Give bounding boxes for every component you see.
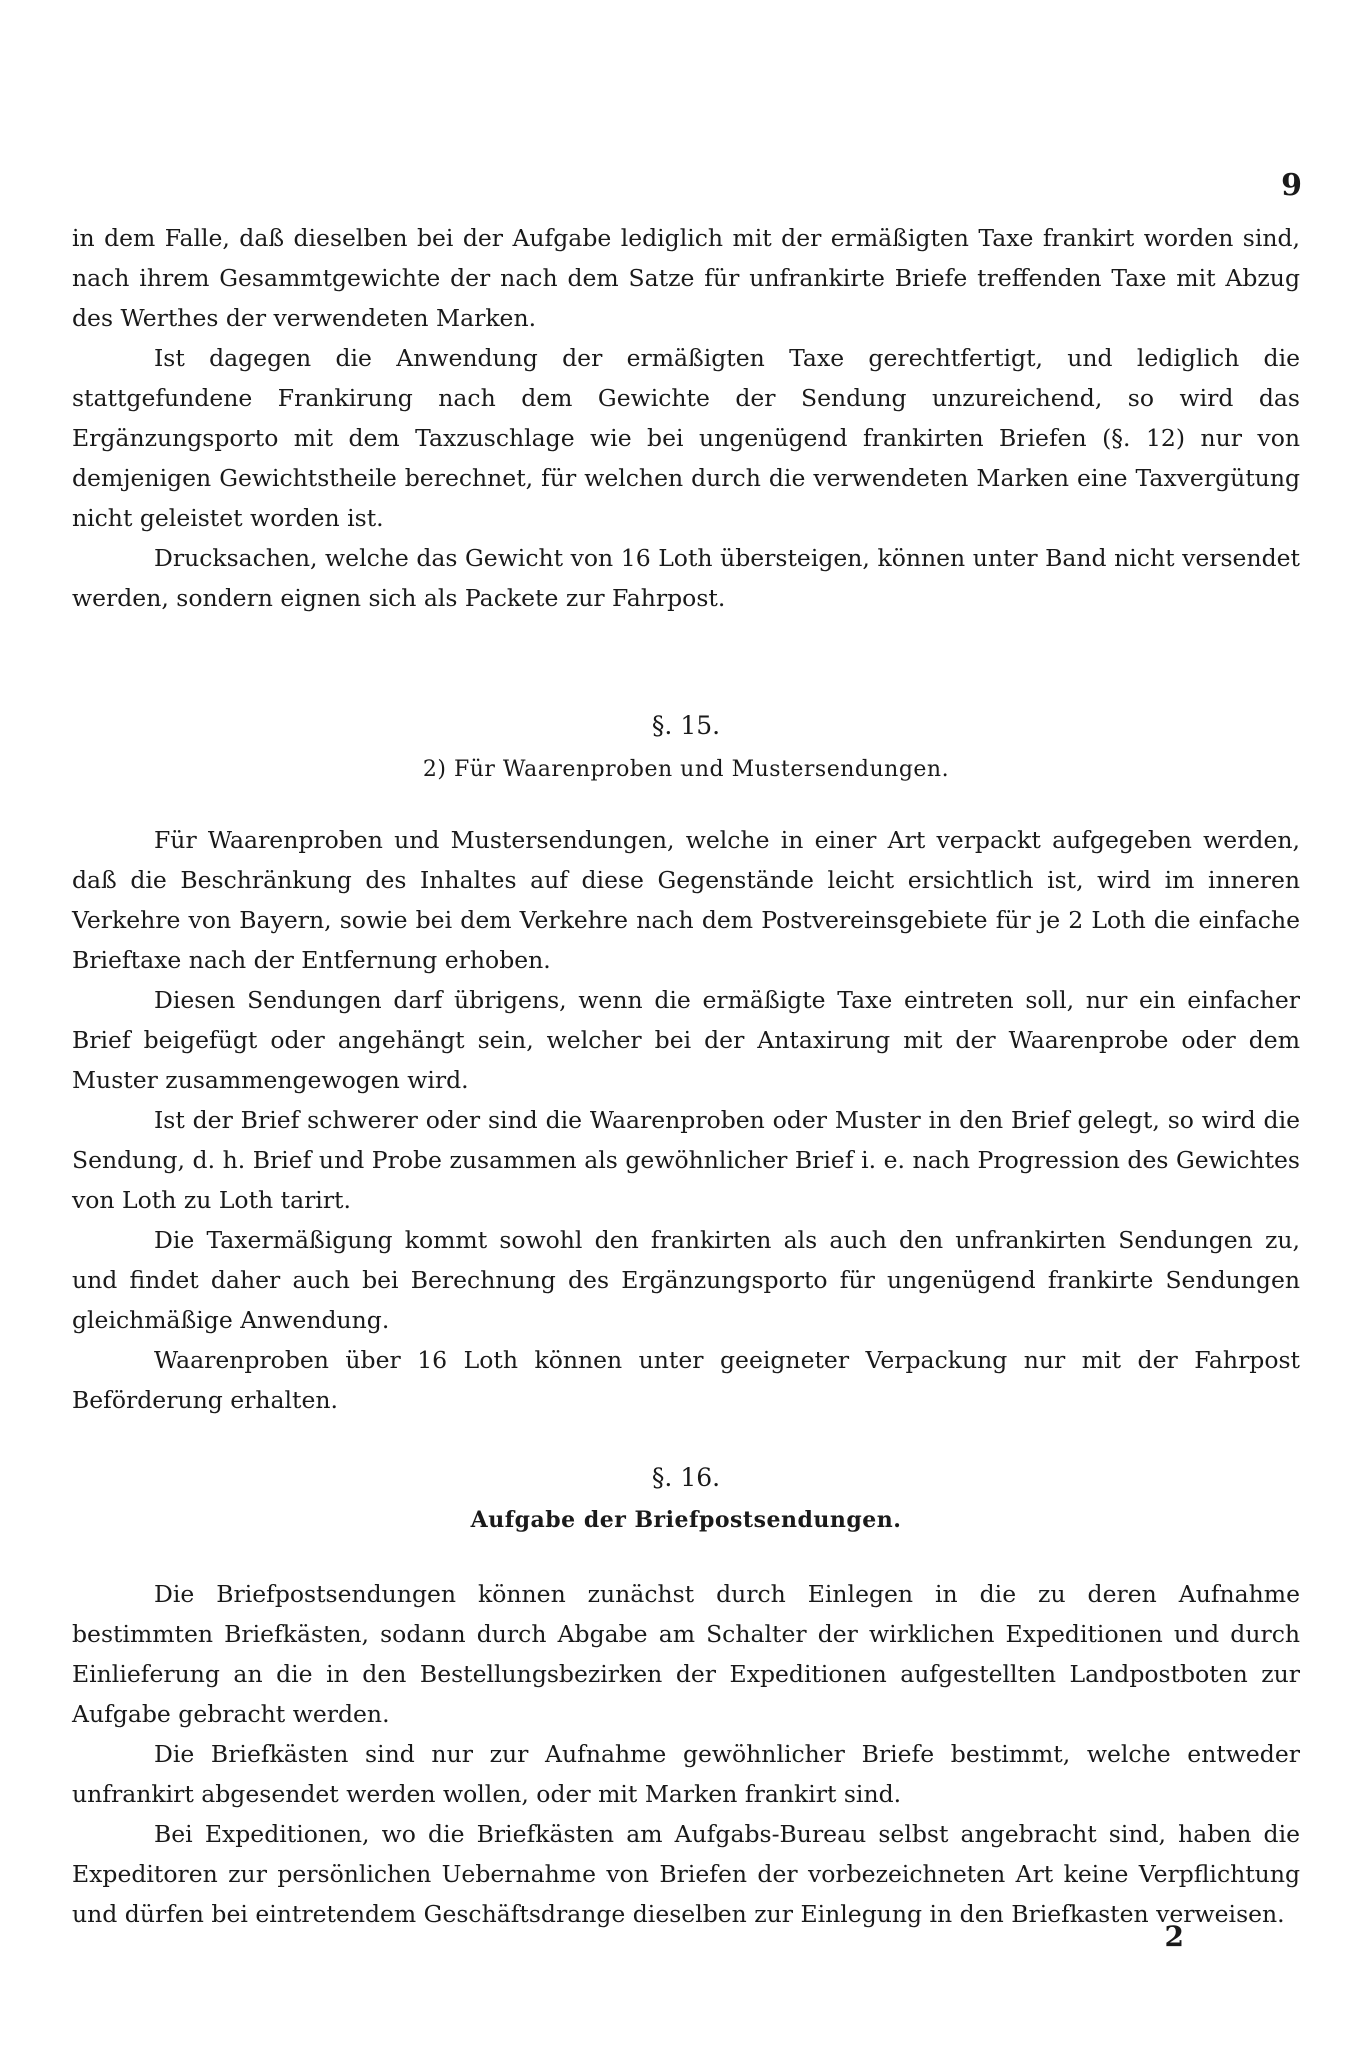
section-number: §. 15. <box>651 711 721 740</box>
paragraph: in dem Falle, daß dieselben bei der Aufgabe lediglich mit der ermäßigten Taxe frankirt worden sind, nach ihrem Gesammtgewichte der nach dem Satze für unfrankirte Briefe treffenden Taxe mit Abzug des Werthes der verwendeten Marken. <box>72 224 1300 332</box>
paragraph: Ist der Brief schwerer oder sind die Waarenproben oder Muster in den Brief gelegt, so wird die Sendung, d. h. Brief und Probe zusammen als gewöhnlicher Brief i. e. nach Progression des Gewichtes von Loth zu Loth tarirt. <box>72 1106 1300 1214</box>
paragraph: Drucksachen, welche das Gewicht von 16 Loth übersteigen, können unter Band nicht versendet werden, sondern eignen sich als Packete zur Fahrpost. <box>72 544 1300 612</box>
paragraph: Bei Expeditionen, wo die Briefkästen am Aufgabs-Bureau selbst angebracht sind, haben die Expeditoren zur persönlichen Uebernahme von Briefen der vorbezeichneten Art keine Verpflichtung und dürfen bei eintretendem Geschäftsdrange dieselben zur Einlegung in den Briefkasten verweisen. <box>72 1820 1300 1928</box>
document-body <box>72 218 1300 1934</box>
section-title: 2) Für Waarenproben und Mustersendungen. <box>422 757 950 782</box>
paragraph: Waarenproben über 16 Loth können unter geeigneter Verpackung nur mit der Fahrpost Beförderung erhalten. <box>72 1346 1300 1414</box>
paragraph: Die Taxermäßigung kommt sowohl den frankirten als auch den unfrankirten Sendungen zu, und findet daher auch bei Berechnung des Ergänzungsporto für ungenügend frankirte Sendungen gleichmäßige Anwendung. <box>72 1226 1300 1334</box>
paragraph: Ist dagegen die Anwendung der ermäßigten Taxe gerechtfertigt, und lediglich die stattgefundene Frankirung nach dem Gewichte der Sendung unzureichend, so wird das Ergänzungsporto mit dem Taxzuschlage wie bei ungenügend frankirten Briefen (§. 12) nur von demjenigen Gewichtstheile berechnet, für welchen durch die verwendeten Marken eine Taxvergütung nicht geleistet worden ist. <box>72 344 1300 532</box>
section-number: §. 16. <box>651 1463 721 1492</box>
paragraph: Für Waarenproben und Mustersendungen, welche in einer Art verpackt aufgegeben werden, daß die Beschränkung des Inhaltes auf diese Gegenstände leicht ersichtlich ist, wird im inneren Verkehre von Bayern, sowie bei dem Verkehre nach dem Postvereinsgebiete für je 2 Loth die einfache Brieftaxe nach der Entfernung erhoben. <box>72 826 1300 974</box>
signature-mark: 2 <box>1164 1920 1184 1953</box>
paragraph: Die Briefkästen sind nur zur Aufnahme gewöhnlicher Briefe bestimmt, welche entweder unfrankirt abgesendet werden wollen, oder mit Marken frankirt sind. <box>72 1740 1300 1808</box>
section-title: Aufgabe der Briefpostsendungen. <box>470 1507 902 1533</box>
paragraph: Diesen Sendungen darf übrigens, wenn die ermäßigte Taxe eintreten soll, nur ein einfacher Brief beigefügt oder angehängt sein, welcher bei der Antaxirung mit der Waarenprobe oder dem Muster zusammengewogen wird. <box>72 986 1300 1094</box>
paragraph: Die Briefpostsendungen können zunächst durch Einlegen in die zu deren Aufnahme bestimmten Briefkästen, sodann durch Abgabe am Schalter der wirklichen Expeditionen und durch Einlieferung an die in den Bestellungsbezirken der Expeditionen aufgestellten Landpostboten zur Aufgabe gebracht werden. <box>72 1580 1300 1728</box>
page-number: 9 <box>1281 168 1302 203</box>
